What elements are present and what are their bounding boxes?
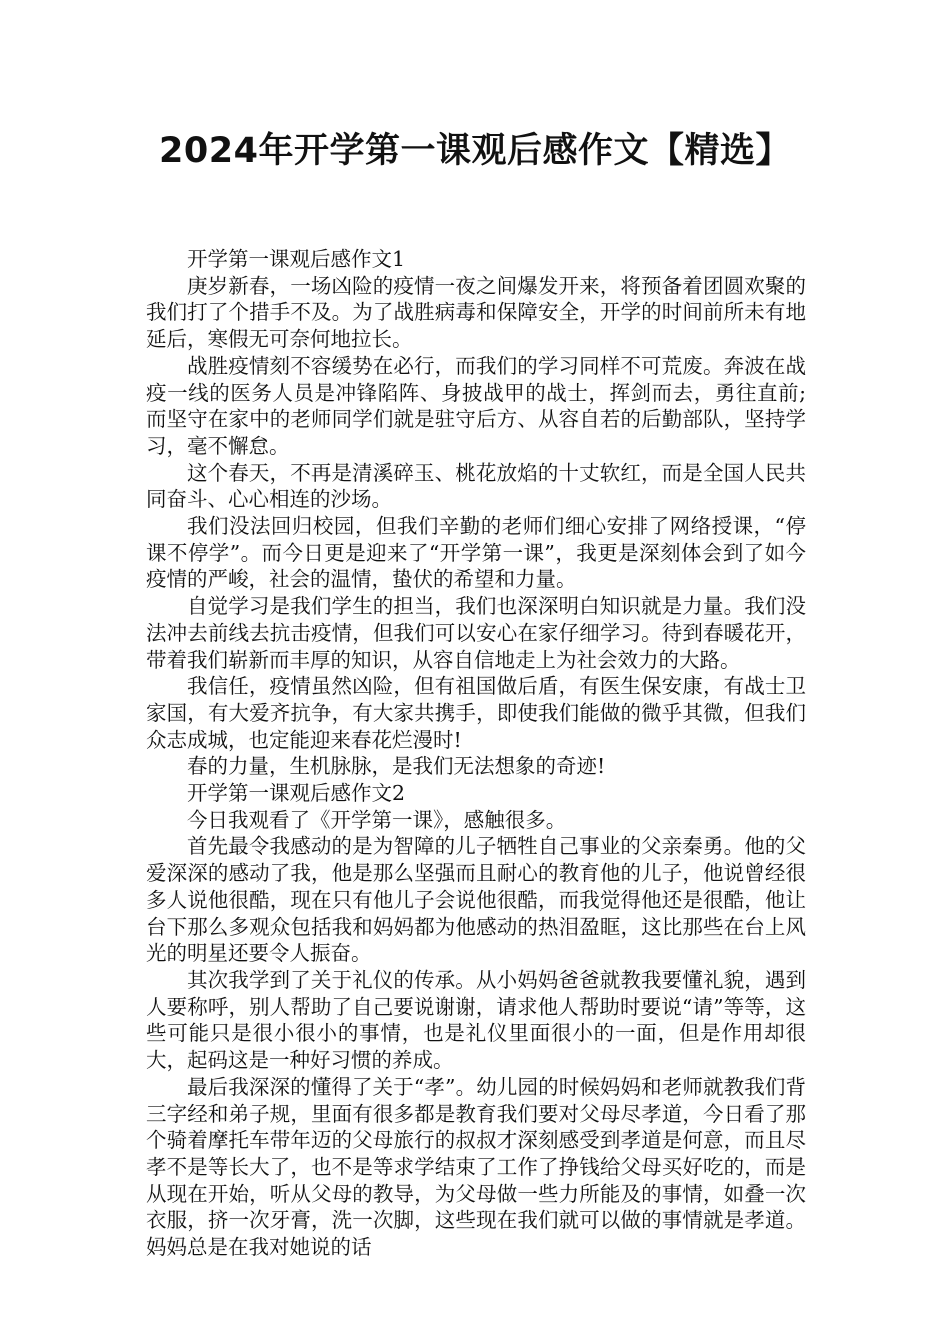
paragraph: 我们没法回归校园，但我们辛勤的老师们细心安排了网络授课，“停课不停学”。而今日更是迎来了“开学第一课”，我更是深刻体会到了如今疫情的严峻，社会的温情，蛰伏的希望和力量。	[146, 514, 806, 592]
paragraph-heading-2: 开学第一课观后感作文2	[187, 781, 406, 806]
paragraph: 首先最令我感动的是为智障的儿子牺牲自己事业的父亲秦勇。他的父爱深深的感动了我，他是那么坚强而且耐心的教育他的儿子，他说曾经很多人说他很酷，现在只有他儿子会说他很酷，而我觉得他还是很酷，他让台下那么多观众包括我和妈妈都为他感动的热泪盈眶，这比那些在台上风光的明星还要令人振奋。	[146, 834, 806, 966]
paragraph: 战胜疫情刻不容缓势在必行，而我们的学习同样不可荒废。奔波在战疫一线的医务人员是冲锋陷阵、身披战甲的战士，挥剑而去，勇往直前;而坚守在家中的老师同学们就是驻守后方、从容自若的后勤部队，坚持学习，毫不懈怠。	[146, 353, 806, 458]
paragraph: 春的力量，生机脉脉，是我们无法想象的奇迹!	[187, 754, 606, 779]
paragraph: 自觉学习是我们学生的担当，我们也深深明白知识就是力量。我们没法冲去前线去抗击疫情，但我们可以安心在家仔细学习。待到春暖花开，带着我们崭新而丰厚的知识，从容自信地走上为社会效力的大路。	[146, 594, 806, 672]
paragraph: 我信任，疫情虽然凶险，但有祖国做后盾，有医生保安康，有战士卫家国，有大爱齐抗争，有大家共携手，即使我们能做的微乎其微，但我们众志成城，也定能迎来春花烂漫时!	[146, 674, 806, 752]
paragraph: 这个春天，不再是清溪碎玉、桃花放焰的十丈软红，而是全国人民共同奋斗、心心相连的沙场。	[146, 460, 806, 512]
paragraph: 庚岁新春，一场凶险的疫情一夜之间爆发开来，将预备着团圆欢聚的我们打了个措手不及。为了战胜病毒和保障安全，开学的时间前所未有地延后，寒假无可奈何地拉长。	[146, 273, 806, 352]
paragraph: 今日我观看了《开学第一课》，感触很多。	[187, 807, 567, 832]
document-title: 2024年开学第一课观后感作文【精选】	[159, 131, 791, 171]
paragraph: 其次我学到了关于礼仪的传承。从小妈妈爸爸就教我要懂礼貌，遇到人要称呼，别人帮助了自己要说谢谢，请求他人帮助时要说“请”等等，这些可能只是很小很小的事情，也是礼仪里面很小的一面，但是作用却很大，起码这是一种好习惯的养成。	[146, 967, 806, 1073]
paragraph-heading-1: 开学第一课观后感作文1	[187, 247, 406, 271]
paragraph: 最后我深深的懂得了关于“孝”。幼儿园的时候妈妈和老师就教我们背三字经和弟子规，里面有很多都是教育我们要对父母尽孝道，今日看了那个骑着摩托车带年迈的父母旅行的叔叔才深刻感受到孝道是何意，而且尽孝不是等长大了，也不是等求学结束了工作了挣钱给父母买好吃的，而是从现在开始，听从父母的教导，为父母做一些力所能及的事情，如叠一次衣服，挤一次牙膏，洗一次脚，这些现在我们就可以做的事情就是孝道。妈妈总是在我对她说的话	[146, 1074, 806, 1260]
document-body	[146, 246, 806, 1261]
